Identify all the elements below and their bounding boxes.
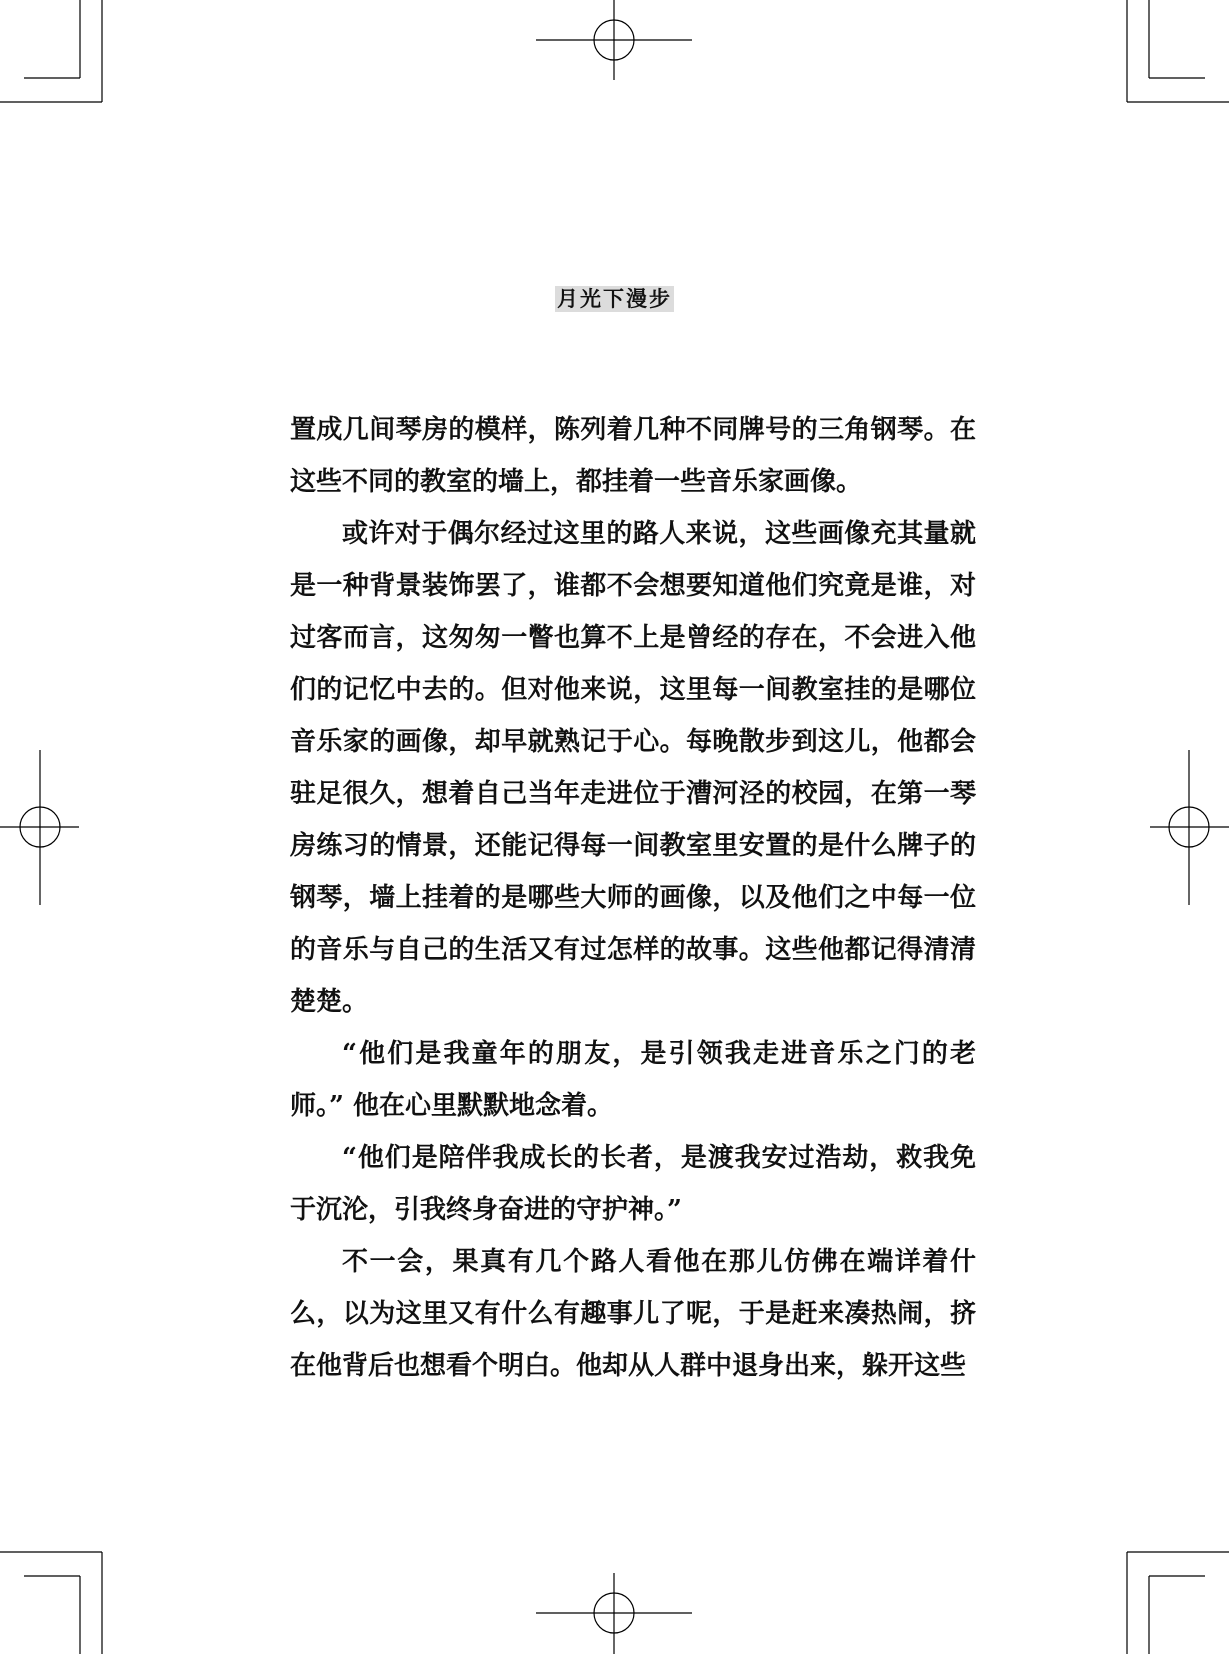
crop-mark-bottom-right <box>1127 1552 1229 1654</box>
body-text <box>290 404 976 1392</box>
running-head <box>0 286 1229 312</box>
running-head-title: 月光下漫步 <box>557 286 672 311</box>
paragraph-5: 不一会，果真有几个路人看他在那儿仿佛在端详着什么，以为这里又有什么有趣事儿了呢，于是赶来凑热闹，挤在他背后也想看个明白。他却从人群中退身出来，躲开这些 <box>290 1247 976 1381</box>
registration-mark-bottom <box>536 1573 692 1654</box>
crop-mark-bottom-left <box>0 1552 102 1654</box>
registration-mark-left <box>0 750 79 905</box>
crop-mark-top-right <box>1127 0 1229 102</box>
registration-mark-right <box>1150 750 1229 905</box>
registration-mark-top <box>536 0 692 80</box>
crop-mark-top-left <box>0 0 102 102</box>
paragraph-2: 或许对于偶尔经过这里的路人来说，这些画像充其量就是一种背景装饰罢了，谁都不会想要知道他们究竟是谁，对过客而言，这匆匆一瞥也算不上是曾经的存在，不会进入他们的记忆中去的。但对他来说，这里每一间教室挂的是哪位音乐家的画像，却早就熟记于心。每晚散步到这儿，他都会驻足很久，想着自己当年走进位于漕河泾的校园，在第一琴房练习的情景，还能记得每一间教室里安置的是什么牌子的钢琴，墙上挂着的是哪些大师的画像，以及他们之中每一位的音乐与自己的生活又有过怎样的故事。这些他都记得清清楚楚。 <box>290 519 976 1017</box>
paragraph-1: 置成几间琴房的模样，陈列着几种不同牌号的三角钢琴。在这些不同的教室的墙上，都挂着一些音乐家画像。 <box>290 415 976 497</box>
paragraph-4: “他们是陪伴我成长的长者，是渡我安过浩劫，救我免于沉沦，引我终身奋进的守护神。” <box>290 1143 976 1225</box>
paragraph-3: “他们是我童年的朋友，是引领我走进音乐之门的老师。” 他在心里默默地念着。 <box>290 1039 976 1121</box>
